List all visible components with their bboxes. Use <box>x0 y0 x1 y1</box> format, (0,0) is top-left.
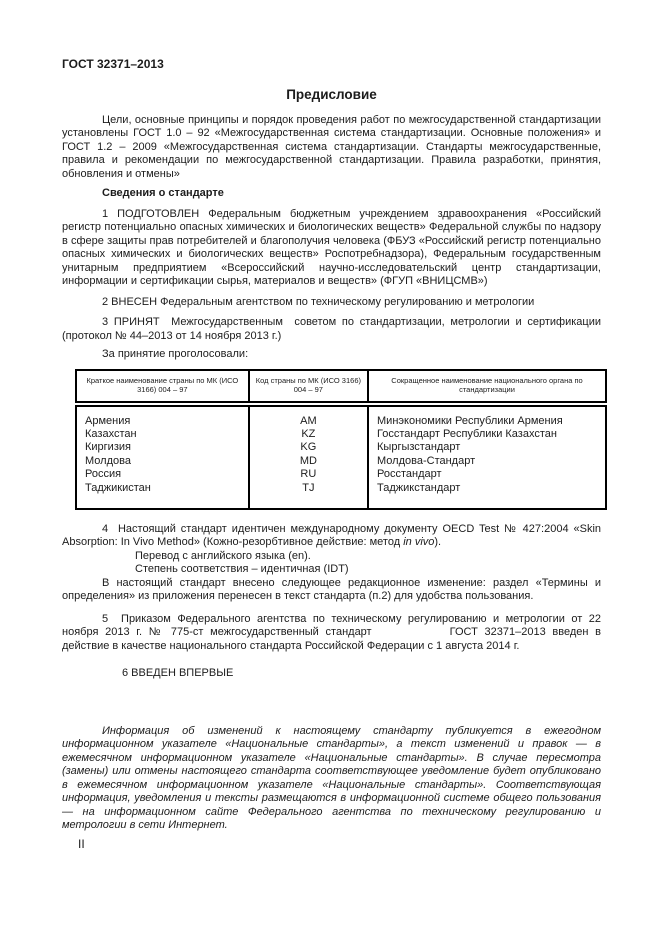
vote-table <box>75 369 607 510</box>
cell-country: Таджикистан <box>76 482 249 509</box>
item-submitted: 2 ВНЕСЕН Федеральным агентством по техническому регулированию и метрологии <box>102 295 535 308</box>
table-row <box>76 455 606 468</box>
cell-authority: Молдова-Стандарт <box>368 455 606 468</box>
item-prepared: 1 ПОДГОТОВЛЕН Федеральным бюджетным учреждением здравоохранения «Российский регистр потенциально опасных химических и биологических веществ» Федеральной службы по надзору в сфере защиты прав потребителей и благополучия человека (ФБУЗ «Российский регистр потенциально опасных химических и биологических веществ» Роспотребнадзора), Федеральным государственным унитарным предприятием «Всероссийский научно-исследовательский центр стандартизации, информации и сертификации сырья, материалов и веществ» (ФГУП «ВНИЦСМВ») <box>62 207 601 287</box>
cell-country: Армения <box>76 404 249 428</box>
item-editorial-note: В настоящий стандарт внесено следующее редакционное изменение: раздел «Термины и определения» из приложения перенесен в текст стандарта (п.2) для удобства пользования. <box>62 576 601 603</box>
cell-code: RU <box>249 468 368 481</box>
page-title: Предисловие <box>286 87 377 102</box>
cell-authority: Минэкономики Республики Армения <box>368 404 606 428</box>
item-identity-text: 4 Настоящий стандарт идентичен международному документу OECD Test № 427:2004 «Skin Absorption: In Vivo Method» (Кожно-резорбтивное действие: метод <box>62 522 601 549</box>
item-identity <box>62 523 601 550</box>
intro-paragraph: Цели, основные принципы и порядок проведения работ по межгосударственной стандартизации установлены ГОСТ 1.0 – 92 «Межгосударственная система стандартизации. Основные положения» и ГОСТ 1.2 – 2009 «Межгосударственная система стандартизации. Стандарты межгосударственные, правила и рекомендации по межгосударственной стандартизации. Правила разработки, принятия, обновления и отмены» <box>62 113 601 180</box>
table-row <box>76 428 606 441</box>
cell-code: MD <box>249 455 368 468</box>
vote-caption: За принятие проголосовали: <box>102 348 249 360</box>
cell-authority: Кыргызстандарт <box>368 441 606 454</box>
table-row <box>76 441 606 454</box>
table-row <box>76 404 606 428</box>
publication-notice: Информация об изменений к настоящему стандарту публикуется в ежегодном информационном указателе «Национальные стандарты», а текст изменений и правок — в ежемесячном информационном указателе «Национальные стандарты». В случае пересмотра (замены) или отмены настоящего стандарта соответствующее уведомление будет опубликовано в ежемесячном информационном указателе «Национальные стандарты». Соответствующая информация, уведомления и тексты размещаются в информационной системе общего пользования — на информационном сайте Федерального агентства по техническому регулированию и метрологии в сети Интернет. <box>62 724 601 832</box>
page-number: II <box>78 837 85 851</box>
cell-country: Молдова <box>76 455 249 468</box>
item-order-text-end: ГОСТ 32371–2013 введен в действие в качестве национального стандарта Российской Федерации с 1 августа 2014 г. <box>62 626 602 652</box>
cell-country: Казахстан <box>76 428 249 441</box>
cell-code: AM <box>249 404 368 428</box>
cell-country: Россия <box>76 468 249 481</box>
item-adopted: 3 ПРИНЯТ Межгосударственным советом по стандартизации, метрологии и сертификации (протокол № 44–2013 от 14 ноября 2013 г.) <box>62 316 601 342</box>
item-translation: Перевод с английского языка (en). <box>135 549 311 562</box>
cell-code: KZ <box>249 428 368 441</box>
cell-country: Киргизия <box>76 441 249 454</box>
table-row <box>76 468 606 481</box>
table-header-authority: Сокращенное наименование национального органа по стандартизации <box>368 370 606 404</box>
cell-code: TJ <box>249 482 368 509</box>
item-identity-text-end: ). <box>434 536 442 549</box>
item-identity-latin-term: in vivo <box>403 536 435 549</box>
table-row <box>76 482 606 509</box>
cell-authority: Госстандарт Республики Казахстан <box>368 428 606 441</box>
item-first-time: 6 ВВЕДЕН ВПЕРВЫЕ <box>122 667 234 680</box>
cell-code: KG <box>249 441 368 454</box>
item-order-text: 5 Приказом Федерального агентства по техническому регулированию и метрологии от 22 ноября 2013 г. № 775-ст межгосударственный стандарт <box>62 612 601 639</box>
vote-table-header <box>76 370 606 404</box>
item-order <box>62 613 601 654</box>
cell-authority: Росстандарт <box>368 468 606 481</box>
item-conformity: Степень соответствия – идентичная (IDT) <box>135 563 349 576</box>
table-header-country: Краткое наименование страны по МК (ИСО 3166) 004 – 97 <box>76 370 249 404</box>
cell-authority: Таджикстандарт <box>368 482 606 509</box>
table-header-code: Код страны по МК (ИСО 3166) 004 – 97 <box>249 370 368 404</box>
standard-info-heading: Сведения о стандарте <box>102 187 224 199</box>
document-code: ГОСТ 32371–2013 <box>62 57 164 71</box>
